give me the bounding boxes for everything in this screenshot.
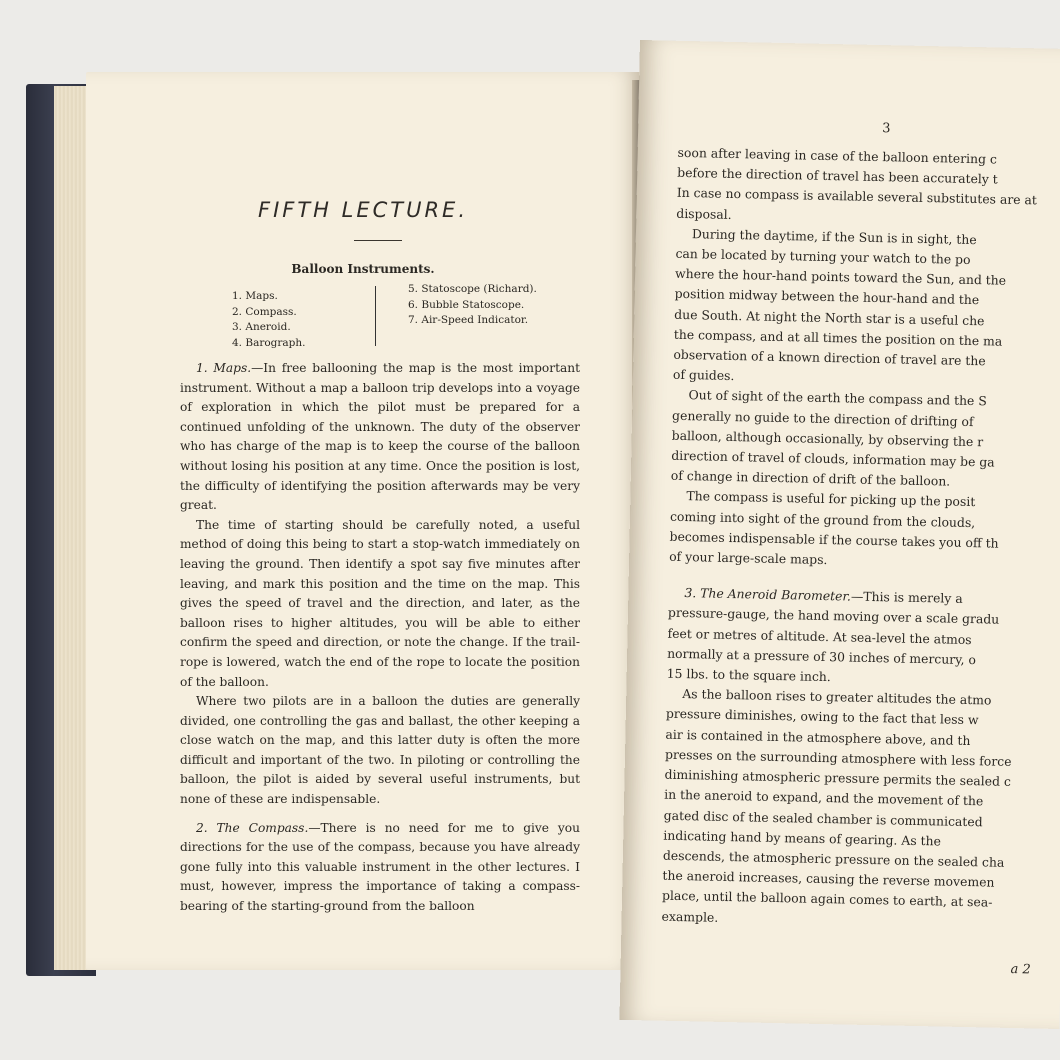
instrument-list-right	[408, 282, 537, 329]
paragraph-body: —This is merely a	[850, 588, 963, 607]
instrument-item: 6. Bubble Statoscope.	[408, 298, 525, 311]
paragraph-lead: 3. The Aneroid Barometer.	[684, 585, 852, 604]
text-line: generally no guide to the direction of drifting of	[671, 407, 974, 429]
section-heading: Balloon Instruments.	[291, 262, 435, 276]
instrument-item: 3. Aneroid.	[232, 321, 291, 333]
text-line: of guides.	[672, 367, 735, 384]
instrument-list-divider	[375, 286, 376, 346]
text-line: can be located by turning your watch to the po	[675, 245, 971, 267]
text-line: direction of travel of clouds, information may be ga	[671, 447, 995, 470]
text-line: In case no compass is available several substitutes are at	[676, 185, 1037, 208]
text-line: As the balloon rises to greater altitudes the atmo	[682, 686, 992, 708]
text-line: diminishing atmospheric pressure permits the sealed c	[664, 766, 1012, 790]
text-line: The compass is useful for picking up the posit	[686, 488, 976, 510]
left-page	[86, 72, 640, 970]
text-line: Out of sight of the earth the compass and the S	[688, 387, 987, 409]
paragraph-starting-time: The time of starting should be carefully noted, a useful method of doing this being to start a stop-watch immediately on leaving the ground. Then identify a spot say five minutes after leaving, and mark this position and the time on the map. This gives the speed of travel and the direction, and later, as the balloon rises to higher altitudes, you will be able to either confirm the speed and direction, or note the change. If the trail-rope is lowered, watch the end of the rope to locate the position of the balloon.	[180, 517, 580, 689]
text-line: presses on the surrounding atmosphere with less force	[664, 746, 1012, 769]
text-line: where the hour-hand points toward the Sun, and the	[674, 266, 1007, 288]
text-line: before the direction of travel has been accurately t	[677, 165, 998, 187]
text-line: pressure-gauge, the hand moving over a scale gradu	[667, 605, 1000, 628]
paragraph-lead: 2. The Compass.	[196, 820, 309, 835]
page-number: 3	[882, 121, 891, 137]
paragraph-body: —There is no need for me to give you directions for the use of the compass, because you have already gone fully into this valuable instrument in the other lectures. I must, however, impress the importance of taking a compass-bearing of the starting-ground from the balloon	[180, 820, 580, 914]
paragraph-body: —In free ballooning the map is the most important instrument. Without a map a balloon trip develops into a voyage of exploration in which the pilot must be prepared for a continued unfolding of the unknown. The duty of the observer who has charge of the map is to keep the course of the balloon without losing his position at any time. Once the position is lost, the difficulty of identifying the position afterwards may be very great.	[180, 361, 580, 513]
text-line: observation of a known direction of travel are the	[673, 346, 986, 369]
title-rule	[354, 240, 402, 241]
right-page	[619, 40, 1060, 1029]
text-line: gated disc of the sealed chamber is communicated	[663, 807, 983, 829]
instrument-item: 4. Barograph.	[232, 336, 306, 349]
instrument-item: 7. Air-Speed Indicator.	[408, 314, 529, 326]
text-line: 15 lbs. to the square inch.	[666, 665, 831, 685]
paragraph-maps	[180, 359, 580, 516]
text-line: of change in direction of drift of the balloon.	[670, 467, 951, 489]
text-line: During the daytime, if the Sun is in sight, the	[691, 225, 977, 247]
text-line: pressure diminishes, owing to the fact that less w	[665, 706, 979, 728]
text-line: due South. At night the North star is a useful che	[674, 306, 985, 328]
signature-mark: a 2	[1010, 961, 1031, 978]
text-line: example.	[661, 908, 719, 925]
paragraph-lead: 1. Maps.	[196, 361, 252, 375]
paragraph-compass	[180, 819, 580, 917]
text-line: becomes indispensable if the course takes you off th	[669, 528, 999, 551]
lecture-title: FIFTH LECTURE.	[257, 198, 468, 222]
text-line: soon after leaving in case of the balloon entering c	[677, 144, 998, 167]
text-line: the compass, and at all times the position on the ma	[673, 326, 1003, 349]
text-line: place, until the balloon again comes to earth, at sea-	[661, 887, 993, 910]
text-line: normally at a pressure of 30 inches of mercury, o	[667, 645, 977, 668]
text-line: the aneroid increases, causing the reverse movemen	[662, 867, 995, 890]
text-line: air is contained in the atmosphere above, and th	[665, 726, 971, 748]
left-body-text	[180, 359, 580, 917]
text-line: indicating hand by means of gearing. As the	[663, 827, 942, 849]
text-line: balloon, although occasionally, by observing the r	[671, 427, 984, 450]
text-line: of your large-scale maps.	[669, 548, 828, 568]
paragraph-two-pilots: Where two pilots are in a balloon the duties are generally divided, one controlling the gas and ballast, the other keeping a close watch on the map, and this latter duty is often the more difficult and important of the two. In piloting or controlling the balloon, the pilot is aided by several useful instruments, but none of these are indispensable.	[180, 694, 580, 807]
instrument-list-left	[232, 289, 306, 351]
instrument-item: 2. Compass.	[232, 305, 297, 318]
text-line: coming into sight of the ground from the clouds,	[669, 508, 976, 530]
text-line: descends, the atmospheric pressure on the sealed cha	[662, 847, 1005, 870]
instrument-item: 5. Statoscope (Richard).	[408, 283, 537, 295]
text-line: feet or metres of altitude. At sea-level the atmos	[667, 625, 972, 647]
instrument-item: 1. Maps.	[232, 290, 278, 302]
right-body-text	[661, 143, 1060, 935]
text-line: disposal.	[676, 205, 732, 222]
text-line: in the aneroid to expand, and the movement of the	[664, 786, 984, 809]
text-line: position midway between the hour-hand and the	[674, 286, 980, 308]
